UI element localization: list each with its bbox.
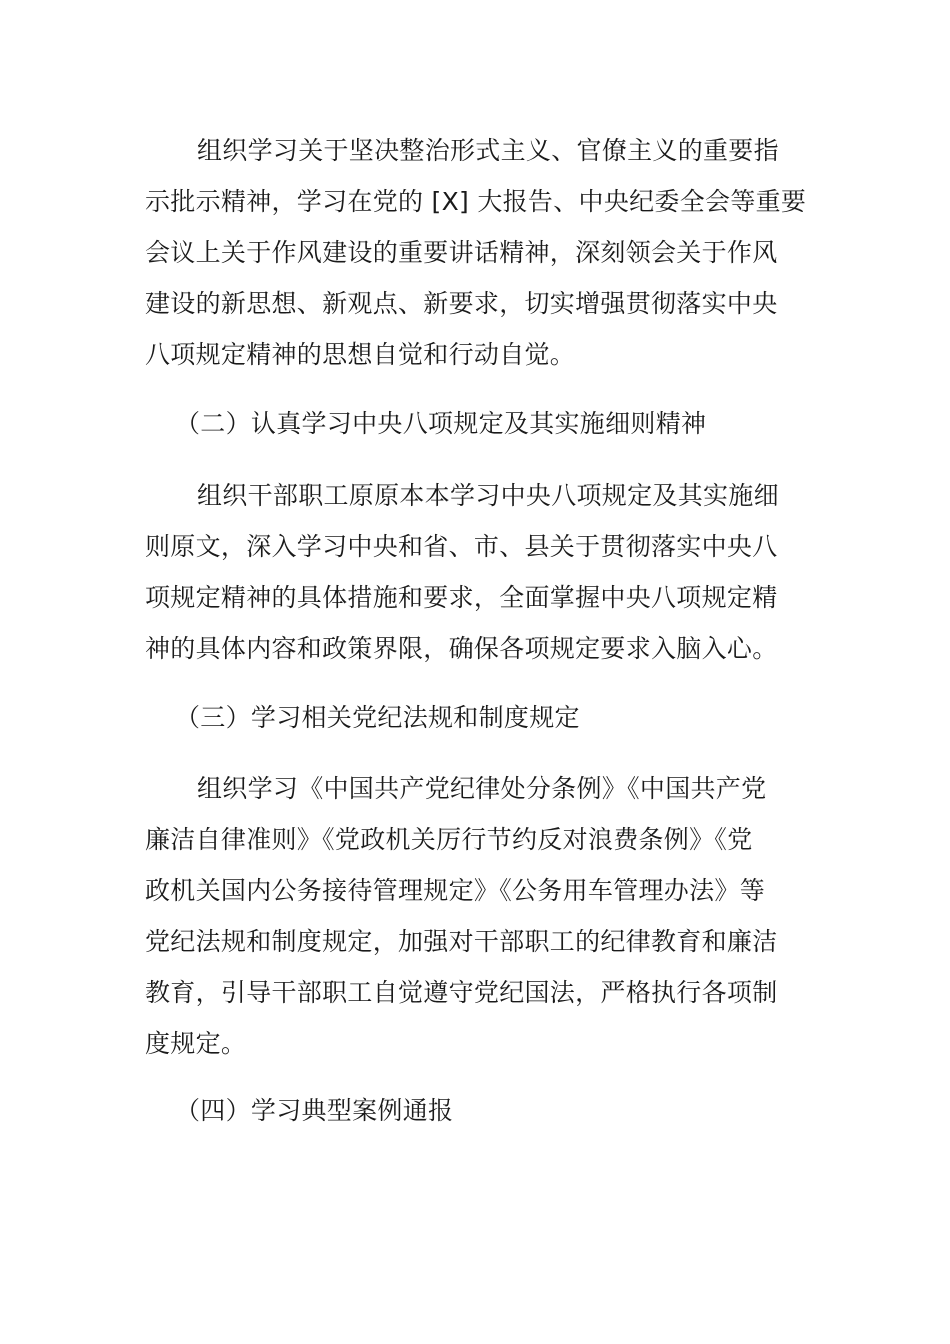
paragraph-3-line: 教育，引导干部职工自觉遵守党纪国法，严格执行各项制 (145, 978, 778, 1007)
paragraph-2 (145, 470, 825, 674)
paragraph-3-line: 组织学习《中国共产党纪律处分条例》《中国共产党 (197, 774, 767, 803)
paragraph-3 (145, 763, 825, 1069)
paragraph-1-line: 示批示精神，学习在党的 [X] 大报告、中央纪委全会等重要 (145, 187, 807, 216)
paragraph-3-line: 度规定。 (145, 1029, 247, 1058)
section-heading-3: （三）学习相关党纪法规和制度规定 (175, 703, 580, 732)
section-heading-2: （二）认真学习中央八项规定及其实施细则精神 (175, 409, 707, 438)
section-heading-4: （四）学习典型案例通报 (175, 1096, 454, 1125)
paragraph-1-line: 组织学习关于坚决整治形式主义、官僚主义的重要指 (197, 136, 779, 165)
paragraph-1-line: 会议上关于作风建设的重要讲话精神，深刻领会关于作风 (145, 238, 778, 267)
paragraph-2-line: 组织干部职工原原本本学习中央八项规定及其实施细 (197, 481, 779, 510)
paragraph-3-line: 政机关国内公务接待管理规定》《公务用车管理办法》等 (145, 876, 766, 905)
paragraph-2-line: 项规定精神的具体措施和要求，全面掌握中央八项规定精 (145, 583, 778, 612)
paragraph-1-line: 建设的新思想、新观点、新要求，切实增强贯彻落实中央 (145, 289, 778, 318)
paragraph-2-line: 神的具体内容和政策界限，确保各项规定要求入脑入心。 (145, 634, 778, 663)
paragraph-3-line: 廉洁自律准则》《党政机关厉行节约反对浪费条例》《党 (145, 825, 753, 854)
paragraph-1 (145, 125, 825, 380)
paragraph-2-line: 则原文，深入学习中央和省、市、县关于贯彻落实中央八 (145, 532, 778, 561)
paragraph-1-line: 八项规定精神的思想自觉和行动自觉。 (145, 340, 576, 369)
paragraph-3-line: 党纪法规和制度规定，加强对干部职工的纪律教育和廉洁 (145, 927, 778, 956)
